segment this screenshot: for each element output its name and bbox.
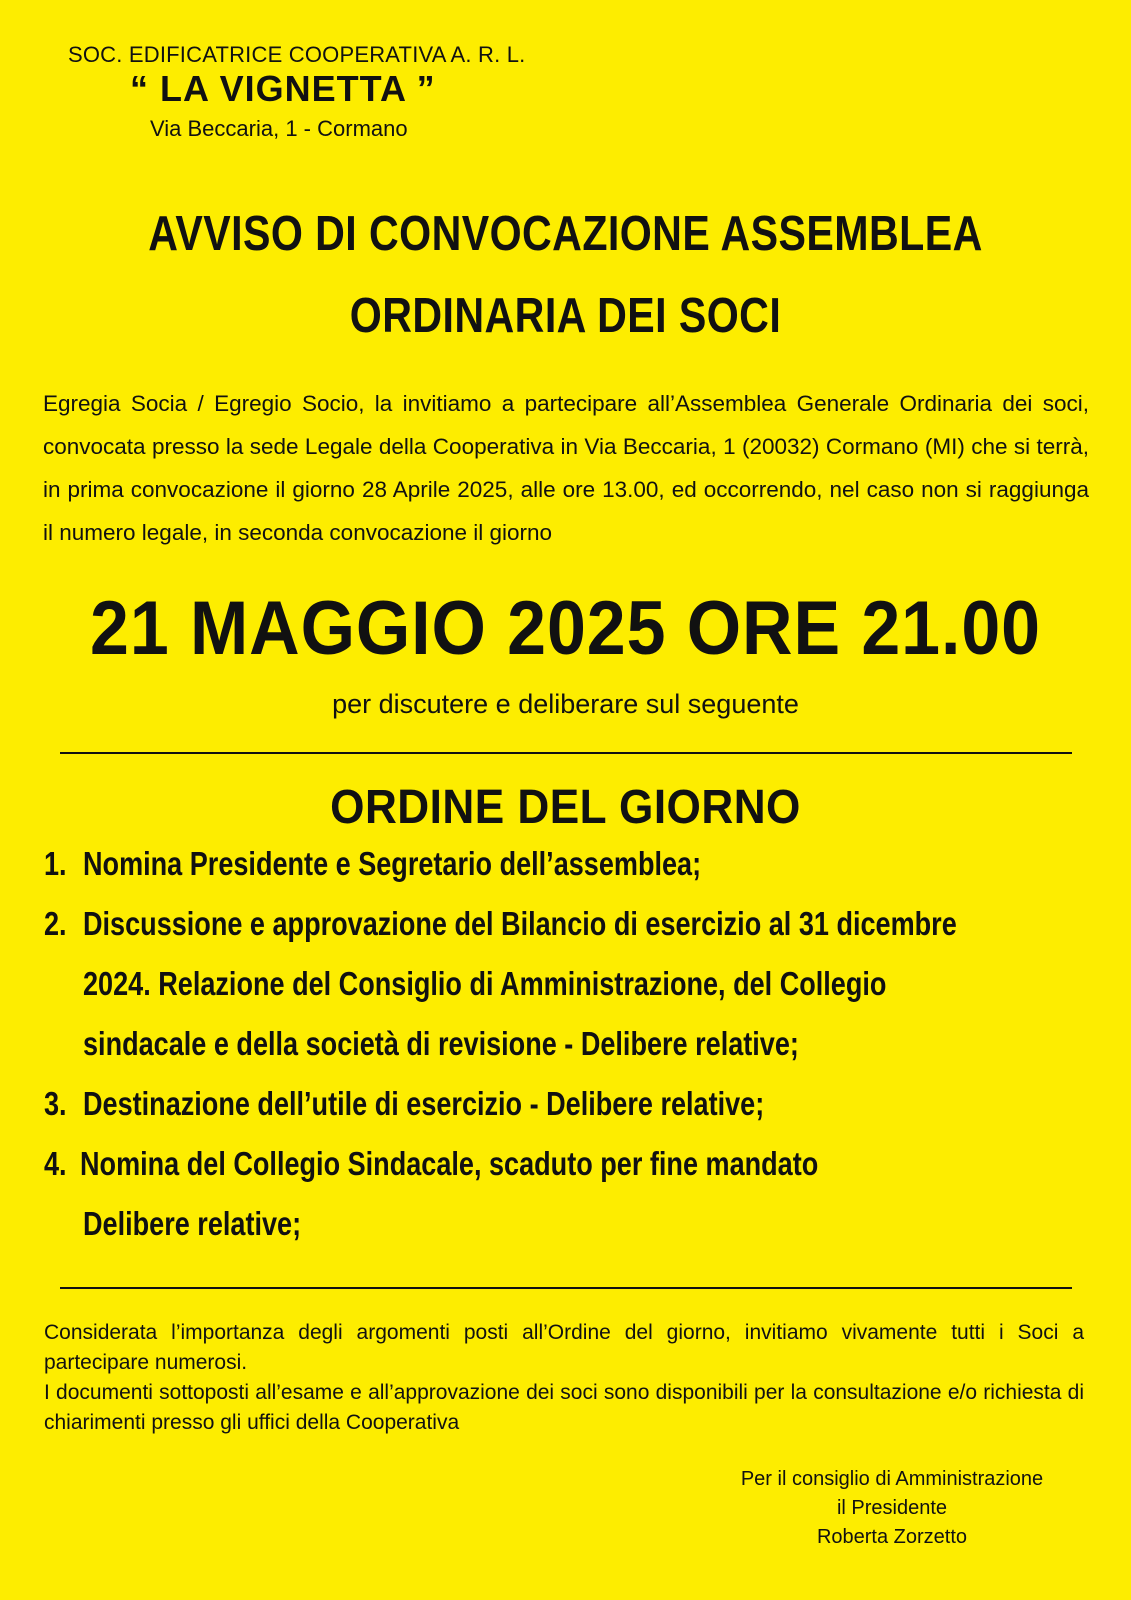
agenda-heading: ORDINE DEL GIORNO [330, 781, 801, 834]
second-call-datetime: 21 MAGGIO 2025 ORE 21.00 [90, 586, 1041, 671]
notice-title-line-1: AVVISO DI CONVOCAZIONE ASSEMBLEA [148, 207, 983, 261]
agenda-item-text: Discussione e approvazione del Bilancio di esercizio al 31 dicembre [83, 905, 957, 942]
agenda-item-number: 1. [44, 845, 67, 882]
agenda-item-number: 3. [44, 1085, 67, 1122]
signature-line-board: Per il consiglio di Amministrazione [740, 1468, 1044, 1490]
signature-name: Roberta Zorzetto [816, 1526, 968, 1548]
notice-title-line-2: ORDINARIA DEI SOCI [349, 289, 782, 343]
closing-text [44, 1318, 1084, 1438]
closing-paragraph-1: Considerata l’importanza degli argomenti posti all’Ordine del giorno, invitiamo vivamente tutti i Soci a partecipare numerosi. [44, 1321, 1084, 1374]
company-type: SOC. EDIFICATRICE COOPERATIVA A. R. L. [68, 42, 526, 67]
agenda-item-number: 4. [44, 1145, 67, 1182]
signature-block [712, 1465, 1072, 1552]
agenda-item-text: Nomina del Collegio Sindacale, scaduto per fine mandato [80, 1145, 819, 1182]
signature-line-role: il Presidente [836, 1497, 948, 1519]
second-call-subline: per discutere e deliberare sul seguente [332, 689, 799, 719]
intro-paragraph: Egregia Socia / Egregio Socio, la invitiamo a partecipare all’Assemblea Generale Ordinaria dei soci, convocata presso la sede Legale della Cooperativa in Via Beccaria, 1 (20032) Cormano (MI) che si terrà, in prima convocazione il giorno 28 Aprile 2025, alle ore 13.00, ed occorrendo, nel caso non si raggiunga il numero legale, in seconda convocazione il giorno [43, 391, 1089, 545]
agenda-item-text: Nomina Presidente e Segretario dell’assemblea; [83, 845, 702, 882]
company-name: “ LA VIGNETTA ” [130, 68, 436, 109]
agenda-item-number: 2. [44, 905, 67, 942]
divider-bottom [60, 1287, 1072, 1289]
company-address: Via Beccaria, 1 - Cormano [150, 116, 408, 141]
agenda-item-text: Destinazione dell’utile di esercizio - Delibere relative; [83, 1085, 765, 1122]
closing-paragraph-2: I documenti sottoposti all’esame e all’approvazione dei soci sono disponibili per la consultazione e/o richiesta di chiarimenti presso gli uffici della Cooperativa [44, 1381, 1084, 1434]
agenda-item-text: 2024. Relazione del Consiglio di Amministrazione, del Collegio [83, 965, 887, 1002]
agenda-item-text: Delibere relative; [83, 1205, 302, 1242]
agenda-item-text: sindacale e della società di revisione - Delibere relative; [83, 1025, 799, 1062]
